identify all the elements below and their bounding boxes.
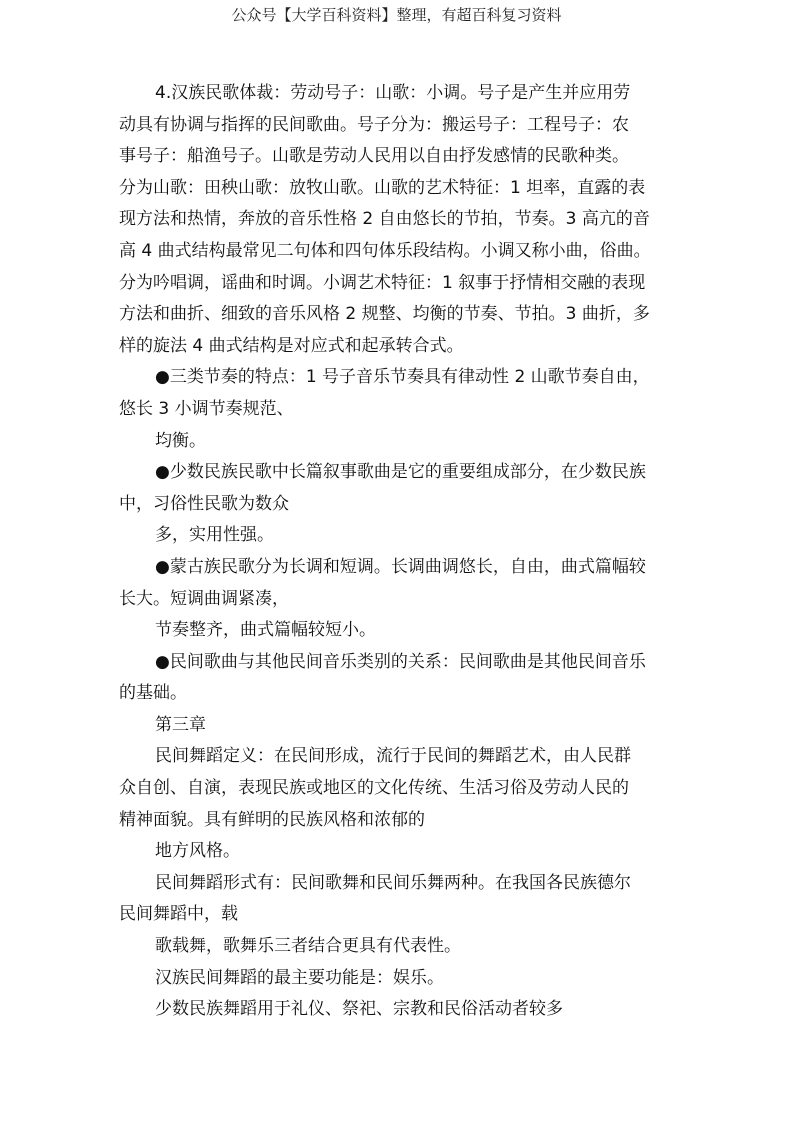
text-line: 现方法和热情，奔放的音乐性格 2 自由悠长的节拍，节奏。3 高亢的音 [119, 209, 650, 230]
text-line: 众自创、自演，表现民族或地区的文化传统、生活习俗及劳动人民的 [119, 778, 629, 799]
text-line: 民间舞蹈定义：在民间形成，流行于民间的舞蹈艺术，由人民群 [155, 746, 631, 767]
text-line: 民间舞蹈形式有：民间歌舞和民间乐舞两种。在我国各民族德尔 [155, 872, 631, 893]
text-line: 长大。短调曲调紧凑， [119, 588, 289, 609]
document-body [119, 78, 679, 1026]
text-line: ●三类节奏的特点：1 号子音乐节奏具有律动性 2 山歌节奏自由， [155, 367, 650, 388]
text-line: 均衡。 [155, 430, 206, 451]
text-line: 动具有协调与指挥的民间歌曲。号子分为：搬运号子：工程号子：农 [119, 114, 629, 135]
text-line: 中，习俗性民歌为数众 [119, 493, 289, 514]
text-line: 地方风格。 [155, 841, 240, 862]
text-line: 分为山歌：田秧山歌：放牧山歌。山歌的艺术特征：1 坦率，直露的表 [119, 177, 646, 198]
text-line: 悠长 3 小调节奏规范、 [119, 398, 294, 419]
text-line: 的基础。 [119, 683, 187, 704]
text-line: 多，实用性强。 [155, 525, 274, 546]
text-line: 高 4 曲式结构最常见二句体和四句体乐段结构。小调又称小曲，俗曲。 [119, 240, 651, 261]
text-line: 事号子：船渔号子。山歌是劳动人民用以自由抒发感情的民歌种类。 [119, 146, 629, 167]
text-line: 精神面貌。具有鲜明的民族风格和浓郁的 [119, 809, 425, 830]
text-line: 方法和曲折、细致的音乐风格 2 规整、均衡的节奏、节拍。3 曲折，多 [119, 304, 650, 325]
text-line: ●民间歌曲与其他民间音乐类别的关系：民间歌曲是其他民间音乐 [155, 651, 646, 672]
text-line: 节奏整齐，曲式篇幅较短小。 [155, 620, 376, 641]
text-line: 分为吟唱调，谣曲和时调。小调艺术特征：1 叙事于抒情相交融的表现 [119, 272, 646, 293]
text-line: 少数民族舞蹈用于礼仪、祭祀、宗教和民俗活动者较多 [155, 999, 563, 1020]
text-line: 样的旋法 4 曲式结构是对应式和起承转合式。 [119, 335, 464, 356]
chapter-heading: 第三章 [155, 714, 206, 735]
text-line: 民间舞蹈中，载 [119, 904, 238, 925]
text-line: 4.汉族民歌体裁：劳动号子：山歌：小调。号子是产生并应用劳 [155, 83, 631, 103]
text-line: 汉族民间舞蹈的最主要功能是：娱乐。 [155, 967, 444, 988]
text-line: ●少数民族民歌中长篇叙事歌曲是它的重要组成部分，在少数民族 [155, 462, 646, 483]
text-line: 歌载舞，歌舞乐三者结合更具有代表性。 [155, 936, 461, 957]
text-line: ●蒙古族民歌分为长调和短调。长调曲调悠长，自由，曲式篇幅较 [155, 556, 646, 577]
page-header: 公众号【大学百科资料】整理，有超百科复习资料 [231, 6, 562, 24]
